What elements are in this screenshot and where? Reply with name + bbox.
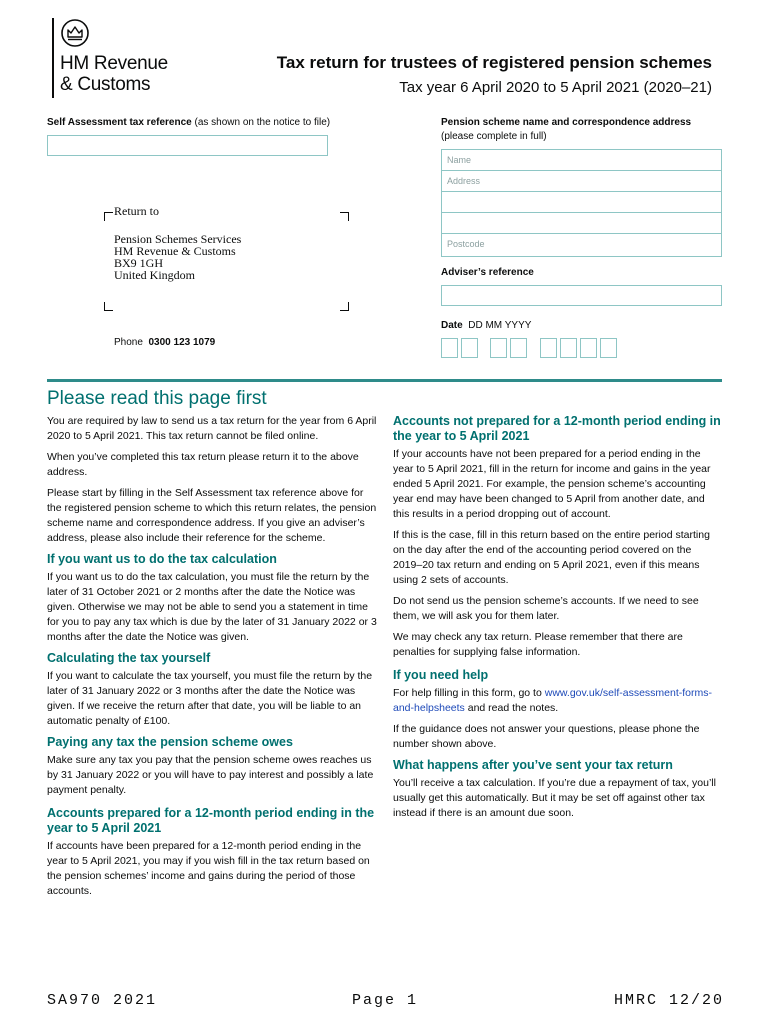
intro-paragraph: Please start by filling in the Self Assessment tax reference above for the registered pension scheme to which this return relates, the pension scheme name and correspondence address. If you give an adviser’s address, please also include their reference for the scheme. [47,487,377,544]
scheme-address-label: Pension scheme name and correspondence address [441,117,692,128]
scheme-address-input-1[interactable]: Address [442,171,721,192]
address-corner-tl [104,212,113,221]
accounts-not-prepared-paragraph: If this is the case, fill in this return based on the entire period starting on the day after the end of the accounting period covered on the 2019–20 tax return and ending on 5 April 2021, even if this means using 2 sets of accounts. [393,529,710,586]
phone-line [114,336,215,349]
scheme-address-sublabel: (please complete in full) [441,131,547,142]
phone-label: Phone [114,337,143,348]
date-year-digit-3[interactable] [580,338,597,358]
intro-heading: Please read this page first [47,388,267,409]
section-divider [47,379,722,382]
date-year-digit-2[interactable] [560,338,577,358]
footer-version: HMRC 12/20 [613,992,724,1009]
accounts-prepared-heading: Accounts prepared for a 12-month period ending in the year to 5 April 2021 [47,806,375,835]
scheme-address-input-3[interactable] [442,213,721,234]
date-month-digit-1[interactable] [490,338,507,358]
date-label-line [441,319,531,332]
self-calc-paragraph: If you want to calculate the tax yourself, you must file the return by the later of 31 January 2022 or 3 months after the date the Notice was given. If we receive the return after that date, you will be liable to an automatic penalty of £100. [47,670,373,727]
date-format: DD MM YYYY [468,320,532,331]
utr-input[interactable] [47,135,328,156]
self-calc-heading: Calculating the tax yourself [47,651,211,665]
footer-form-code: SA970 2021 [47,992,158,1009]
form-subtitle: Tax year 6 April 2020 to 5 April 2021 (2020–21) [399,79,712,96]
scheme-postcode-input[interactable]: Postcode [447,239,485,249]
footer-page-number: Page 1 [352,992,419,1009]
address-corner-tr [340,212,349,221]
intro-paragraph: You are required by law to send us a tax return for the year from 6 April 2020 to 5 April 2021. This tax return cannot be filed online. [47,415,377,442]
scheme-address-input-2[interactable] [442,192,721,213]
intro-left-column [47,414,377,905]
accounts-not-prepared-paragraph: We may check any tax return. Please remember that there are penalties for supplying false information. [393,631,683,658]
help-paragraph [393,686,723,716]
accounts-not-prepared-paragraph: If your accounts have not been prepared for a period ending in the year to 5 April 2021, fill in the return for income and gains in the year ended 5 April 2021. For example, the pension scheme’s accounting year end may have been changed to 5 April from another date, and this results in a period dropping out of account. [393,448,711,520]
date-year-digit-1[interactable] [540,338,557,358]
help-paragraph: If the guidance does not answer your questions, please phone the number shown above. [393,723,700,750]
address-corner-bl [104,302,113,311]
date-day-digit-2[interactable] [461,338,478,358]
return-address-line: Pension Schemes Services [114,232,242,246]
logo-rule [52,18,54,98]
royal-crest-icon [60,18,90,48]
help-text: and read the notes. [464,702,559,714]
adviser-label: Adviser’s reference [441,267,534,278]
paying-tax-heading: Paying any tax the pension scheme owes [47,735,293,749]
utr-label [47,116,330,129]
utr-label-bold: Self Assessment tax reference [47,117,192,128]
scheme-name-input[interactable]: Name [442,150,721,171]
return-to-heading: Return to [114,204,159,218]
scheme-address-box [441,149,722,257]
date-day-digit-1[interactable] [441,338,458,358]
date-month-digit-2[interactable] [510,338,527,358]
after-sent-heading: What happens after you’ve sent your tax return [393,758,673,772]
date-year-digit-4[interactable] [600,338,617,358]
return-address-line: BX9 1GH [114,256,164,270]
logo-text-line1: HM Revenue [60,53,168,74]
date-label: Date [441,320,463,331]
accounts-not-prepared-heading: Accounts not prepared for a 12-month period ending in the year to 5 April 2021 [393,414,721,443]
accounts-not-prepared-paragraph: Do not send us the pension scheme’s accounts. If we need to see them, we will ask you for them later. [393,595,699,622]
return-address-line: HM Revenue & Customs [114,244,236,258]
phone-number: 0300 123 1079 [148,337,216,348]
accounts-prepared-paragraph: If accounts have been prepared for a 12-month period ending in the year to 5 April 2021, you may if you wish fill in the tax return based on the pension schemes’ income and gains during the period of those accounts. [47,840,370,897]
calc-heading: If you want us to do the tax calculation [47,552,277,566]
help-text: For help filling in this form, go to [393,687,545,699]
intro-right-column [393,414,723,827]
utr-label-rest: (as shown on the notice to file) [191,117,331,128]
after-sent-paragraph: You’ll receive a tax calculation. If you’re due a repayment of tax, you’ll usually get this automatically. But it may be set off against other tax instead if there is an amount due soon. [393,777,716,819]
intro-paragraph: When you’ve completed this tax return please return it to the above address. [47,451,359,478]
help-heading: If you need help [393,668,489,682]
form-title: Tax return for trustees of registered pension schemes [276,53,712,72]
calc-paragraph: If you want us to do the tax calculation, you must file the return by the later of 31 October 2021 or 2 months after the date the Notice was given. Otherwise we may not be able to send you a statement in time for you to pay any tax which is due by the later of 31 January 2022 or 3 months after the date the Notice was given. [47,571,377,643]
return-address-line: United Kingdom [114,268,195,282]
logo-text-line2: & Customs [60,74,151,95]
paying-tax-paragraph: Make sure any tax you pay that the pension scheme owes reaches us by 31 January 2022 or you will have to pay interest and possibly a late payment penalty. [47,754,374,796]
address-corner-br [340,302,349,311]
help-link[interactable]: www.gov.uk/self-assessment-forms-and-helpsheets [393,687,712,714]
adviser-reference-input[interactable] [441,285,722,306]
